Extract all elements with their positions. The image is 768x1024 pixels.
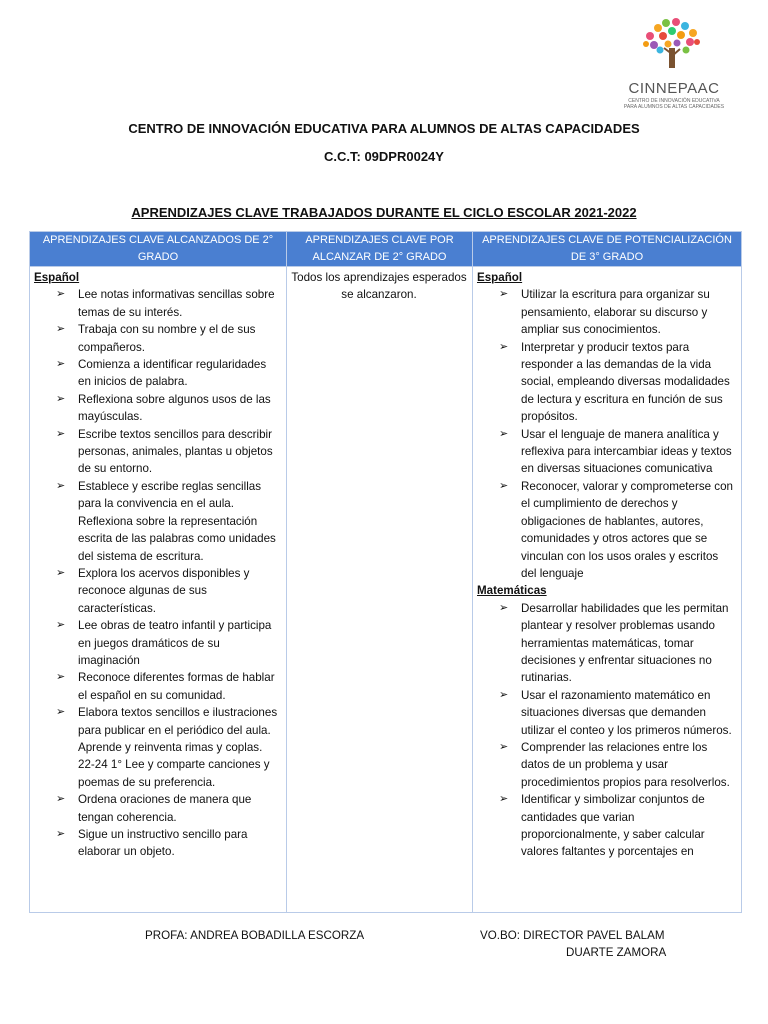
list-item: ➢ Identificar y simbolizar conjuntos de cantidades que varian proporcionalmente, y saber calcular valores faltantes y porcentajes en [499, 793, 705, 859]
logo-name: CINNEPAAC [628, 80, 720, 97]
cell-achieved [30, 267, 287, 913]
cell-potential [473, 267, 742, 913]
subject-label: Español [477, 271, 523, 284]
list-item: ➢ Comprender las relaciones entre los datos de un problema y usar procedimientos propios para resolverlos. [499, 740, 730, 789]
arrow-bullet-icon: ➢ [499, 340, 509, 353]
director-line1: VO.BO: DIRECTOR PAVEL BALAM [480, 929, 665, 942]
teacher-signature: PROFA: ANDREA BOBADILLA ESCORZA [145, 929, 365, 942]
list-item: ➢ Reconocer, valorar y comprometerse con el cumplimiento de derechos y obligaciones de hablantes, autores, comunidades y otros actores que se vinculan con los usos orales y escritos del lenguaje [499, 479, 733, 580]
cell-pending [287, 267, 473, 913]
arrow-bullet-icon: ➢ [56, 392, 66, 405]
director-line2: DUARTE ZAMORA [566, 946, 667, 959]
subject-label: Español [34, 271, 80, 284]
tree-logo-icon [636, 14, 708, 78]
list-item: ➢ Lee notas informativas sencillas sobre temas de su interés. [56, 288, 275, 319]
arrow-bullet-icon: ➢ [499, 688, 509, 701]
arrow-bullet-icon: ➢ [56, 566, 66, 579]
arrow-bullet-icon: ➢ [56, 323, 66, 336]
potential-list-math [477, 600, 736, 861]
list-item: ➢ Reconoce diferentes formas de hablar el español en su comunidad. [56, 671, 275, 702]
potential-list-spanish [477, 286, 736, 582]
cct-code: C.C.T: 09DPR0024Y [324, 149, 444, 164]
arrow-bullet-icon: ➢ [56, 671, 66, 684]
subject-label: Matemáticas [477, 584, 547, 598]
arrow-bullet-icon: ➢ [499, 288, 509, 301]
list-item: ➢ Establece y escribe reglas sencillas para la convivencia en el aula. Reflexiona sobre la representación escrita de las palabras como unidades del sistema de escritura. [56, 479, 276, 563]
table-header-row [30, 232, 742, 267]
arrow-bullet-icon: ➢ [499, 740, 509, 753]
list-item: ➢ Desarrollar habilidades que les permitan plantear y resolver problemas usando herramientas matemáticas, tomar decisiones y enfrentar situaciones no rutinarias. [499, 601, 729, 685]
cinnepaac-logo [606, 14, 738, 110]
learning-table [29, 231, 742, 913]
arrow-bullet-icon: ➢ [499, 793, 509, 806]
list-item: ➢ Ordena oraciones de manera que tengan coherencia. [56, 793, 252, 824]
list-item: ➢ Usar el razonamiento matemático en situaciones diversas que demanden utilizar el conteo y los primeros números. [499, 688, 732, 737]
institution-name: CENTRO DE INNOVACIÓN EDUCATIVA PARA ALUMNOS DE ALTAS CAPACIDADES [128, 121, 640, 136]
arrow-bullet-icon: ➢ [56, 619, 66, 632]
list-item: ➢ Elabora textos sencillos e ilustraciones para publicar en el periódico del aula. Aprende y reinventa rimas y coplas. 22-24 1° Lee y comparte canciones y poemas de su preferencia. [56, 706, 278, 789]
arrow-bullet-icon: ➢ [56, 706, 66, 719]
table-body-row [30, 267, 742, 913]
pending-text: Todos los aprendizajes esperados se alcanzaron. [291, 271, 467, 302]
header-potential: APRENDIZAJES CLAVE DE POTENCIALIZACIÓN DE 3° GRADO [473, 232, 742, 267]
arrow-bullet-icon: ➢ [56, 358, 66, 371]
arrow-bullet-icon: ➢ [56, 427, 66, 440]
header-pending: APRENDIZAJES CLAVE POR ALCANZAR DE 2° GRADO [287, 232, 473, 267]
arrow-bullet-icon: ➢ [499, 479, 509, 492]
list-item: ➢ Sigue un instructivo sencillo para elaborar un objeto. [56, 828, 248, 859]
director-signature [480, 927, 680, 961]
list-item: ➢ Lee obras de teatro infantil y participa en juegos dramáticos de su imaginación [56, 619, 272, 667]
list-item: ➢ Trabaja con su nombre y el de sus compañeros. [56, 323, 256, 354]
logo-subtitle-line2: PARA ALUMNOS DE ALTAS CAPACIDADES [623, 104, 725, 110]
arrow-bullet-icon: ➢ [56, 479, 66, 492]
list-item: ➢ Interpretar y producir textos para responder a las demandas de la vida social, empleando diversas modalidades de lectura y escritura en función de sus propósitos. [499, 340, 730, 424]
document-title: APRENDIZAJES CLAVE TRABAJADOS DURANTE EL CICLO ESCOLAR 2021-2022 [131, 205, 637, 220]
arrow-bullet-icon: ➢ [499, 601, 509, 614]
list-item: ➢ Escribe textos sencillos para describir personas, animales, plantas u objetos de su entorno. [56, 427, 273, 476]
arrow-bullet-icon: ➢ [56, 828, 66, 840]
arrow-bullet-icon: ➢ [56, 793, 66, 806]
list-item: ➢ Utilizar la escritura para organizar su pensamiento, elaborar su discurso y ampliar sus conocimientos. [499, 288, 710, 337]
list-item: ➢ Reflexiona sobre algunos usos de las mayúsculas. [56, 392, 271, 424]
arrow-bullet-icon: ➢ [56, 288, 66, 301]
logo-subtitle [610, 98, 738, 110]
achieved-list [34, 286, 281, 860]
list-item: ➢ Explora los acervos disponibles y reconoce algunas de sus características. [56, 566, 250, 615]
arrow-bullet-icon: ➢ [499, 427, 509, 440]
list-item: ➢ Usar el lenguaje de manera analítica y reflexiva para intercambiar ideas y textos en diversas situaciones comunicativa [499, 427, 732, 476]
logo-subtitle-line1: CENTRO DE INNOVACIÓN EDUCATIVA [628, 98, 720, 104]
header-achieved: APRENDIZAJES CLAVE ALCANZADOS DE 2° GRADO [30, 232, 287, 267]
list-item: ➢ Comienza a identificar regularidades en inicios de palabra. [56, 358, 267, 389]
